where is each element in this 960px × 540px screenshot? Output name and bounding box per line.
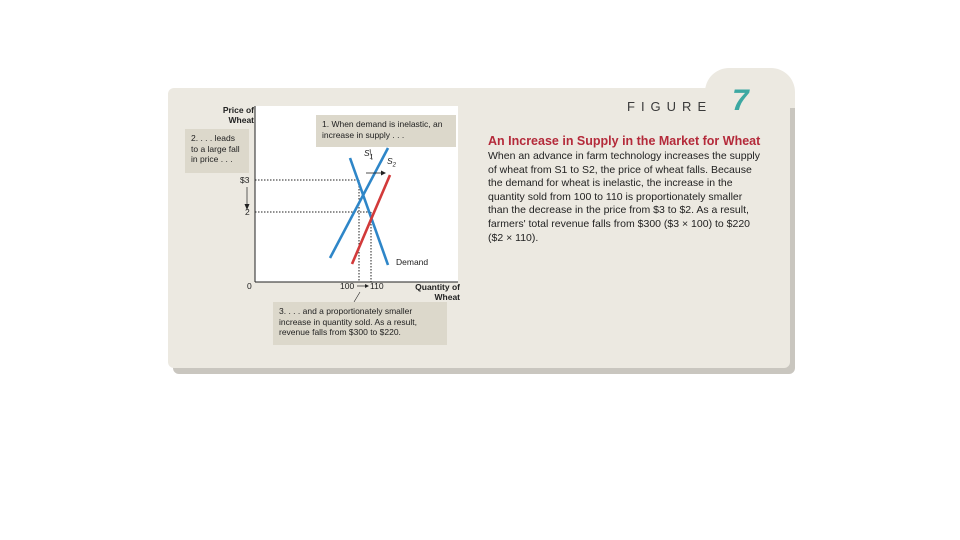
note-2: 2. . . . leads to a large fall in price . . . bbox=[185, 129, 249, 173]
x-axis-label: Quantity of Wheat bbox=[415, 282, 460, 302]
supply-curve-s2 bbox=[352, 175, 390, 264]
s1-letter: S bbox=[364, 148, 370, 158]
figure-number: 7 bbox=[732, 84, 749, 117]
demand-label: Demand bbox=[396, 257, 429, 267]
note-3: 3. . . . and a proportionately smaller increase in quantity sold. As a result, revenue falls from $300 to $220. bbox=[273, 302, 447, 345]
origin-label: 0 bbox=[247, 281, 252, 291]
s2-label bbox=[387, 156, 396, 171]
note-1: 1. When demand is inelastic, an increase in supply . . . bbox=[316, 115, 456, 147]
qty-high-label: 110 bbox=[370, 281, 384, 291]
qty-arrowhead bbox=[365, 284, 369, 288]
price-low-label: 2 bbox=[245, 207, 250, 217]
s2-subscript: 2 bbox=[392, 162, 397, 169]
y-axis-label: Price of Wheat bbox=[222, 105, 254, 125]
shift-arrowhead bbox=[381, 171, 386, 176]
s2-letter: S bbox=[387, 156, 393, 166]
caption-title: An Increase in Supply in the Market for Wheat bbox=[488, 134, 761, 148]
qty-low-label: 100 bbox=[340, 281, 355, 291]
s1-label bbox=[364, 148, 373, 163]
s1-subscript: 1 bbox=[369, 154, 374, 161]
figure-label: FIGURE bbox=[627, 99, 713, 114]
caption-body: When an advance in farm technology increases the supply of wheat from S1 to S2, the price of wheat falls. Because the demand for wheat is inelastic, the increase in the quantity sold from 100 to 110 is proportionately smaller than the decrease in the price from $3 to $2. As a result, farmers' total revenue falls from $300 ($3 × 100) to $220 ($2 × 110). bbox=[488, 150, 760, 244]
price-high-label: $3 bbox=[240, 175, 250, 185]
note3-leader bbox=[354, 292, 360, 302]
